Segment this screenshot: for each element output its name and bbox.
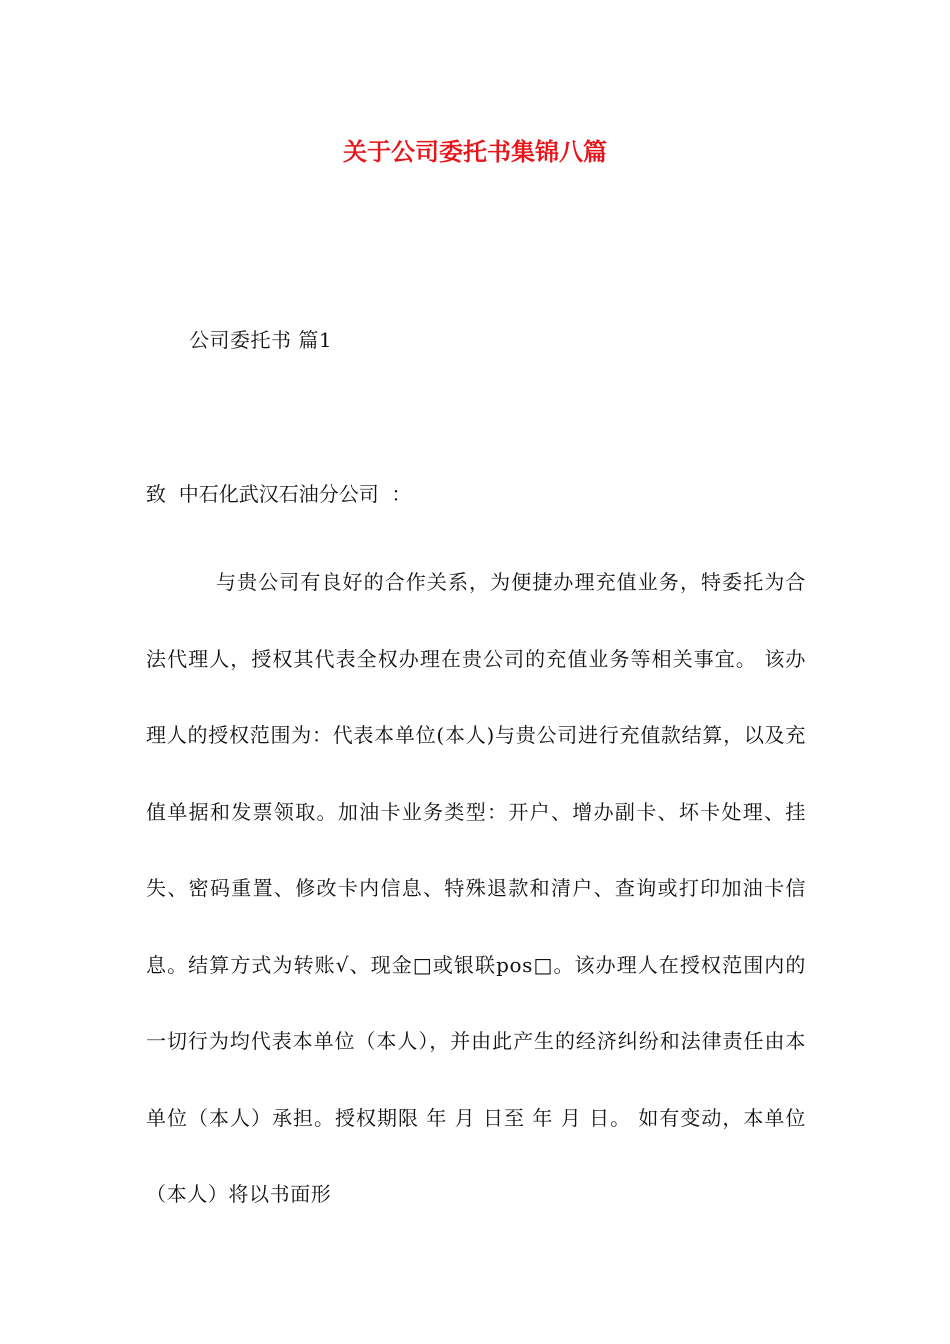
body-paragraph: 与贵公司有良好的合作关系，为便捷办理充值业务，特委托为合法代理人，授权其代表全权办理在贵公司的充值业务等相关事宜。 该办理人的授权范围为：代表本单位(本人)与贵公司进行充值款结算，以及充值单据和发票领取。加油卡业务类型：开户、增办副卡、坏卡处理、挂失、密码重置、修改卡内信息、特殊退款和清户、查询或打印加油卡信息。结算方式为转账√、现金□或银联pos□。该办理人在授权范围内的一切行为均代表本单位（本人），并由此产生的经济纠纷和法律责任由本单位（本人）承担。授权期限 年 月 日至 年 月 日。 如有变动，本单位（本人）将以书面形: [146, 570, 806, 1206]
document-title: 关于公司委托书集锦八篇: [343, 138, 607, 166]
section-heading: 公司委托书 篇1: [189, 328, 333, 352]
salutation-line: 致 中石化武汉石油分公司 ：: [146, 482, 412, 506]
